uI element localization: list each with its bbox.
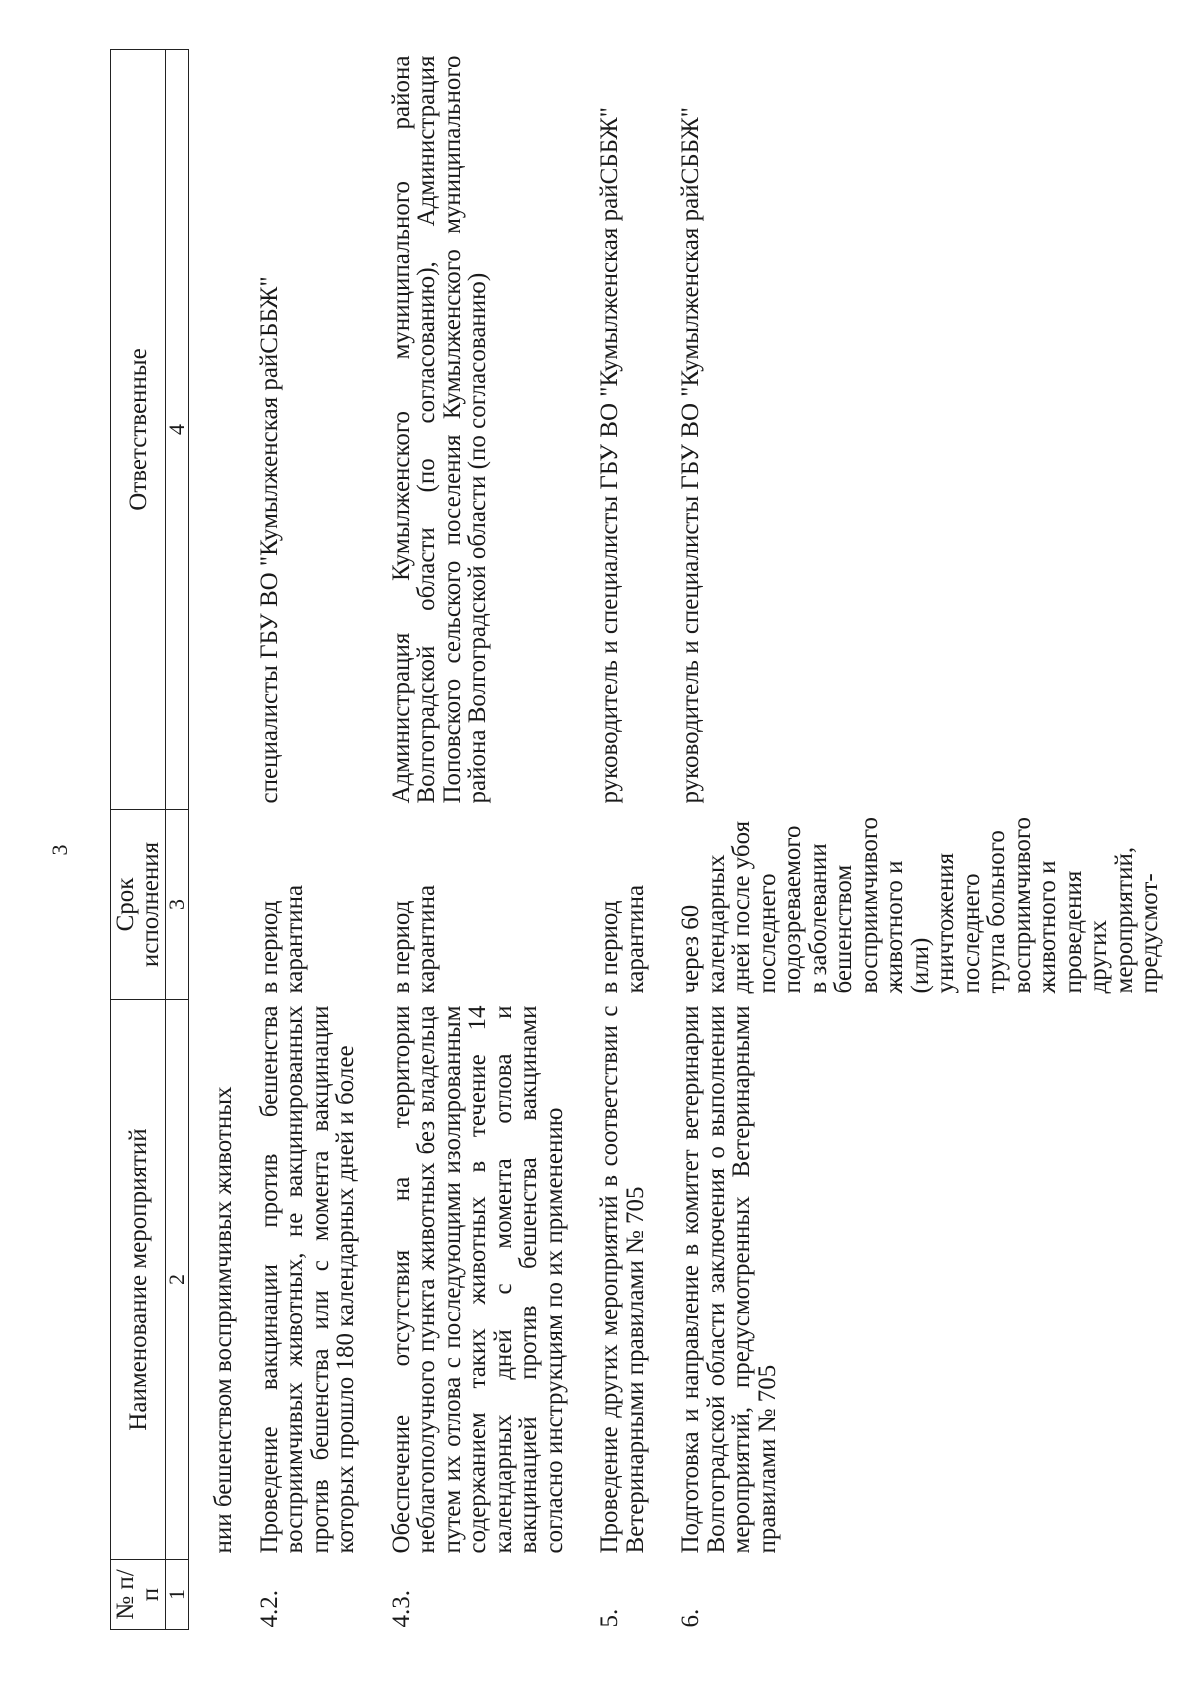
column-number-row [166,50,189,1630]
column-number: 4 [166,50,189,810]
row-measure: Подготовка и направление в комитет ветеринарии Волгоградской области заключения о выполнении мероприятий, предусмотренных Ветеринарными правилами № 705 [677,1005,781,1554]
header-num: № п/п [111,1560,166,1630]
row-responsible: Администрация Кумылженского муниципального района Волгоградской области (по согласованию), Администрация Поповского сельского поселения Кумылженского муниципального района Волгоградской области (по согласованию) [387,55,491,804]
measures-table [110,49,1193,1630]
table-row [257,50,389,1630]
row-term: в период карантина [387,884,440,994]
row-measure: Проведение других мероприятий в соответствии с Ветеринарными правилами № 705 [596,1005,649,1554]
row-number: 5. [596,1608,623,1628]
table-row [389,50,598,1630]
column-number: 1 [166,1560,189,1630]
rotated-page [40,40,1200,1660]
row-measure: Проведение вакцинации против бешенства восприимчивых животных, не вакцинированных против бешенства или с момента вакцинации которых прошло 180 календарных дней и более [255,1005,359,1554]
row-term: через 60 календарных дней после убоя последнего подозреваемого в заболевании бешенством восприимчивого животного и (или) уничтожения последнего трупа больного восприимчивого животного и проведения других мероприятий, предусмот- [677,816,1163,994]
row-responsible: руководитель и специалисты ГБУ ВО "Кумылженская райСББЖ" [596,107,623,804]
row-term: в период карантина [596,884,649,994]
row-number: 4.2. [255,1590,283,1628]
header-row [111,50,166,1630]
row-number: 4.3. [387,1590,415,1628]
row-responsible: специалисты ГБУ ВО "Кумылженская райСББЖ" [255,276,283,804]
header-responsible: Ответственные [111,50,166,810]
column-number: 2 [166,1000,189,1560]
header-name: Наименование мероприятий [111,1000,166,1560]
column-number: 3 [166,810,189,1000]
continuation-row [189,50,257,1630]
continuation-text: нии бешенством восприимчивых животных [210,1086,237,1554]
row-number: 6. [677,1608,704,1628]
table-row [597,50,678,1630]
header-term: Срок исполнения [111,810,166,1000]
page-number: 3 [47,844,72,856]
table-row [678,50,1193,1630]
row-measure: Обеспечение отсутствия на территории неблагополучного пункта животных без владельца путем их отлова с последующими изолированным содержанием таких животных в течение 14 календарных дней с момента отлова и вакцинацией против бешенства вакцинами согласно инструкциям по их применению [387,1005,568,1554]
row-term: в период карантина [255,884,308,994]
row-responsible: руководитель и специалисты ГБУ ВО "Кумылженская райСББЖ" [677,107,704,804]
